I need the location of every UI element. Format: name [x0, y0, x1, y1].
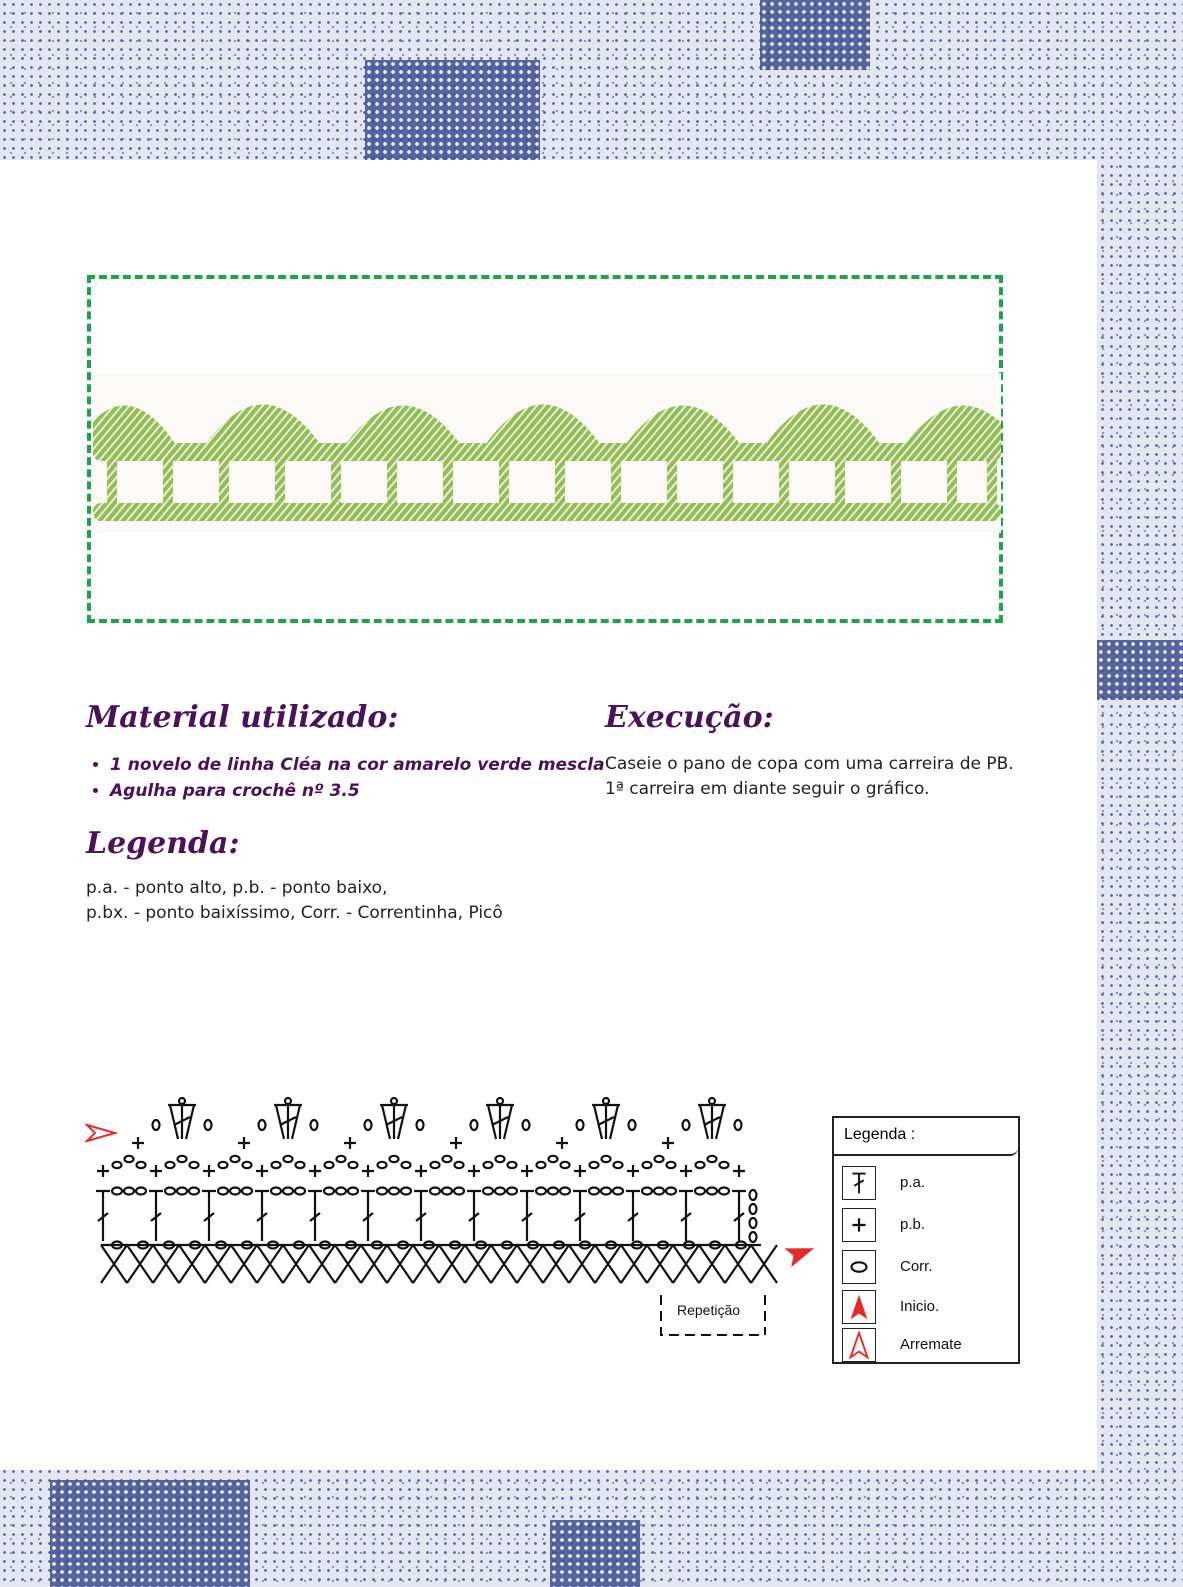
chain-stitch — [750, 1232, 757, 1242]
pb-stitch — [680, 1165, 692, 1177]
chain-stitch — [696, 1162, 705, 1168]
legend-row-inicio — [842, 1290, 1012, 1326]
pa-stitch — [361, 1191, 375, 1241]
chain-stitch — [218, 1188, 228, 1195]
chain-stitch — [219, 1162, 228, 1168]
chain-stitch — [614, 1162, 623, 1168]
frame-patch — [365, 60, 540, 160]
chain-stitch — [402, 1162, 411, 1168]
chain-stitch — [325, 1162, 334, 1168]
chain-stitch — [389, 1188, 399, 1195]
chain-stitch — [589, 1188, 599, 1195]
pa-symbol-icon — [842, 1166, 876, 1200]
chain-stitch — [536, 1188, 546, 1195]
pb-stitch — [415, 1165, 427, 1177]
crochet-edging-photo — [93, 373, 1001, 533]
chain-stitch — [177, 1188, 187, 1195]
pa-stitch — [520, 1191, 534, 1241]
arremate-arrow-icon — [87, 1125, 115, 1141]
pa-stitch — [626, 1191, 640, 1241]
pb-stitch — [521, 1165, 533, 1177]
chain-stitch — [431, 1162, 440, 1168]
chain-stitch — [378, 1162, 387, 1168]
execucao-line: Caseie o pano de copa com uma carreira de PB. — [605, 754, 1014, 774]
shell-stitch — [592, 1105, 620, 1139]
chain-stitch — [507, 1188, 517, 1195]
pb-stitch — [362, 1165, 374, 1177]
chain-stitch — [508, 1162, 517, 1168]
chain-stitch — [707, 1188, 717, 1195]
legend-row-corr — [842, 1250, 1012, 1286]
legend-title: Legenda : — [834, 1118, 1018, 1156]
legend-label: Corr. — [900, 1258, 933, 1275]
chain-stitch — [178, 1156, 187, 1162]
pb-stitch — [662, 1137, 674, 1149]
chain-stitch — [259, 1120, 266, 1130]
chain-stitch — [417, 1120, 424, 1130]
pb-stitch — [344, 1137, 356, 1149]
frame-patch — [760, 0, 870, 70]
chain-stitch — [613, 1188, 623, 1195]
chain-stitch — [642, 1188, 652, 1195]
frame-patch — [50, 1480, 250, 1587]
chain-stitch — [750, 1218, 757, 1228]
execucao-heading: Execução: — [605, 700, 774, 735]
chain-stitch — [242, 1188, 252, 1195]
arremate-symbol-icon — [842, 1328, 876, 1362]
pb-stitch — [132, 1137, 144, 1149]
chain-stitch — [537, 1162, 546, 1168]
repeat-label: Repetição — [677, 1302, 741, 1318]
pa-stitch — [255, 1191, 269, 1241]
chain-stitch — [377, 1188, 387, 1195]
material-heading: Material utilizado: — [86, 700, 399, 735]
chain-stitch — [495, 1188, 505, 1195]
pb-stitch — [97, 1165, 109, 1177]
shell-stitch — [274, 1105, 302, 1139]
chain-stitch — [548, 1188, 558, 1195]
picot-stitch — [603, 1098, 609, 1104]
chain-stitch — [629, 1120, 636, 1130]
pb-stitch — [450, 1137, 462, 1149]
corr-symbol-icon — [842, 1250, 876, 1284]
chain-stitch — [523, 1120, 530, 1130]
pb-stitch — [468, 1165, 480, 1177]
chain-stitch — [667, 1162, 676, 1168]
chain-stitch — [390, 1156, 399, 1162]
chain-stitch — [719, 1188, 729, 1195]
chain-stitch — [602, 1156, 611, 1162]
pb-stitch — [150, 1165, 162, 1177]
chain-stitch — [230, 1188, 240, 1195]
chain-stitch — [483, 1188, 493, 1195]
frame-patch — [550, 1520, 640, 1587]
material-item: • 1 novelo de linha Cléa na cor amarelo verde mescla — [110, 752, 605, 778]
chain-stitch — [720, 1162, 729, 1168]
chain-stitch — [484, 1162, 493, 1168]
pa-stitch — [96, 1191, 110, 1241]
legenda-line: p.bx. - ponto baixíssimo, Corr. - Correntinha, Picô — [86, 903, 503, 923]
legend-label: p.b. — [900, 1216, 926, 1233]
pb-stitch — [574, 1165, 586, 1177]
pb-stitch — [627, 1165, 639, 1177]
chain-stitch — [295, 1188, 305, 1195]
chain-stitch — [455, 1162, 464, 1168]
chain-stitch — [750, 1190, 757, 1200]
pa-stitch — [732, 1191, 746, 1241]
pb-stitch — [733, 1165, 745, 1177]
legend-label: Arremate — [900, 1336, 962, 1353]
chain-stitch — [272, 1162, 281, 1168]
chain-stitch — [654, 1188, 664, 1195]
legend-row-arremate — [842, 1328, 1012, 1364]
chain-stitch — [401, 1188, 411, 1195]
chain-stitch — [590, 1162, 599, 1168]
legend-box — [832, 1116, 1020, 1364]
chain-stitch — [471, 1120, 478, 1130]
chain-stitch — [442, 1188, 452, 1195]
chain-stitch — [735, 1120, 742, 1130]
pa-stitch — [467, 1191, 481, 1241]
chain-stitch — [296, 1162, 305, 1168]
material-item: • Agulha para crochê nº 3.5 — [110, 778, 605, 804]
chain-stitch — [166, 1162, 175, 1168]
chain-stitch — [750, 1204, 757, 1214]
chain-stitch — [549, 1156, 558, 1162]
chain-stitch — [153, 1120, 160, 1130]
shell-stitch — [168, 1105, 196, 1139]
chain-stitch — [336, 1188, 346, 1195]
chain-stitch — [112, 1188, 122, 1195]
chain-stitch — [561, 1162, 570, 1168]
chain-stitch — [190, 1162, 199, 1168]
chain-stitch — [348, 1188, 358, 1195]
chain-stitch — [284, 1156, 293, 1162]
chain-stitch — [283, 1188, 293, 1195]
photo-frame — [87, 275, 1003, 623]
pa-stitch — [202, 1191, 216, 1241]
chain-stitch — [601, 1188, 611, 1195]
chain-stitch — [125, 1156, 134, 1162]
pa-stitch — [679, 1191, 693, 1241]
chain-stitch — [577, 1120, 584, 1130]
chain-stitch — [243, 1162, 252, 1168]
chain-stitch — [189, 1188, 199, 1195]
chain-stitch — [324, 1188, 334, 1195]
pb-stitch — [309, 1165, 321, 1177]
frame-patch — [1097, 640, 1183, 700]
chain-stitch — [337, 1156, 346, 1162]
pa-stitch — [573, 1191, 587, 1241]
crochet-chart — [85, 1095, 815, 1355]
chain-stitch — [349, 1162, 358, 1168]
materials-list — [86, 752, 605, 804]
chain-stitch — [695, 1188, 705, 1195]
pb-stitch — [556, 1137, 568, 1149]
legenda-line: p.a. - ponto alto, p.b. - ponto baixo, — [86, 878, 388, 898]
chain-stitch — [560, 1188, 570, 1195]
chain-stitch — [666, 1188, 676, 1195]
chain-stitch — [365, 1120, 372, 1130]
chain-stitch — [137, 1162, 146, 1168]
chain-stitch — [231, 1156, 240, 1162]
chain-stitch — [443, 1156, 452, 1162]
chain-stitch — [643, 1162, 652, 1168]
chain-stitch — [708, 1156, 717, 1162]
pb-stitch — [256, 1165, 268, 1177]
picot-stitch — [497, 1098, 503, 1104]
legend-label: p.a. — [900, 1174, 926, 1191]
picot-stitch — [391, 1098, 397, 1104]
pb-stitch — [238, 1137, 250, 1149]
chain-stitch — [271, 1188, 281, 1195]
chain-stitch — [205, 1120, 212, 1130]
legend-row-pa — [842, 1166, 1012, 1202]
legenda-heading: Legenda: — [86, 826, 240, 861]
execucao-line: 1ª carreira em diante seguir o gráfico. — [605, 779, 930, 799]
legend-row-pb — [842, 1208, 1012, 1244]
pa-stitch — [414, 1191, 428, 1241]
pb-stitch — [203, 1165, 215, 1177]
chain-stitch — [655, 1156, 664, 1162]
inicio-symbol-icon — [842, 1290, 876, 1324]
legend-label: Inicio. — [900, 1298, 940, 1315]
chain-stitch — [136, 1188, 146, 1195]
chain-stitch — [165, 1188, 175, 1195]
chain-stitch — [113, 1162, 122, 1168]
pa-stitch — [308, 1191, 322, 1241]
picot-stitch — [285, 1098, 291, 1104]
chain-stitch — [430, 1188, 440, 1195]
chain-stitch — [124, 1188, 134, 1195]
shell-stitch — [698, 1105, 726, 1139]
chain-stitch — [683, 1120, 690, 1130]
chain-stitch — [311, 1120, 318, 1130]
pa-stitch — [149, 1191, 163, 1241]
picot-stitch — [709, 1098, 715, 1104]
chain-stitch — [496, 1156, 505, 1162]
shell-stitch — [486, 1105, 514, 1139]
inicio-arrow-icon — [784, 1239, 815, 1267]
shell-stitch — [380, 1105, 408, 1139]
base-stitch-row — [101, 1245, 777, 1283]
picot-stitch — [179, 1098, 185, 1104]
chain-stitch — [454, 1188, 464, 1195]
pb-symbol-icon — [842, 1208, 876, 1242]
